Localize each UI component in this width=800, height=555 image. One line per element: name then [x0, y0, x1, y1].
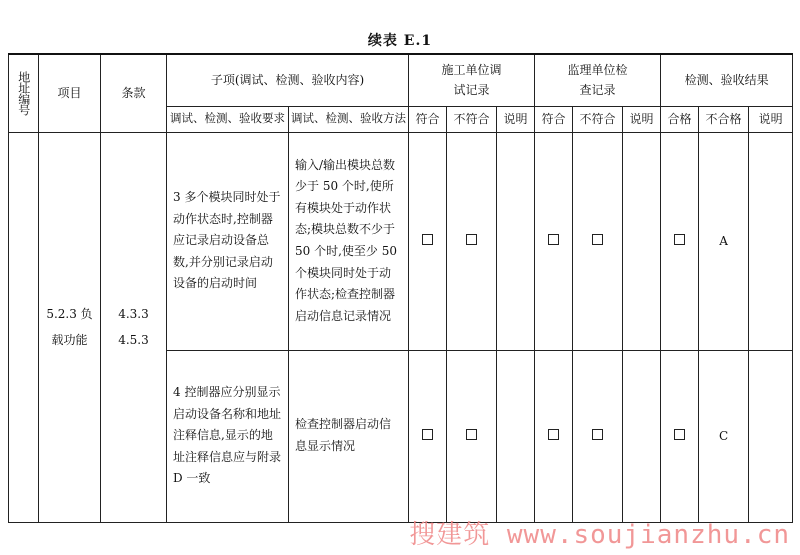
header-contractor: 施工单位调试记录: [409, 54, 535, 106]
header-contractor-note: 说明: [497, 106, 535, 132]
project-cell: 5.2.3 负载功能: [39, 132, 101, 522]
header-supervisor-nonconform: 不符合: [573, 106, 623, 132]
inspection-table: [8, 53, 793, 523]
checkbox-icon: [466, 234, 477, 245]
checkbox-icon: [592, 234, 603, 245]
r2-result-note: [749, 350, 793, 522]
requirement-cell-2: 4 控制器应分别显示启动设备名称和地址注释信息,显示的地址注释信息应与附录 D 一致: [167, 350, 289, 522]
header-result-note: 说明: [749, 106, 793, 132]
checkbox-icon: [548, 234, 559, 245]
checkbox-icon: [592, 429, 603, 440]
r1-supervisor-nonconform[interactable]: [573, 132, 623, 350]
header-contractor-nonconform: 不符合: [447, 106, 497, 132]
requirement-cell-1: 3 多个模块同时处于动作状态时,控制器应记录启动设备总数,并分别记录启动设备的启动时间: [167, 132, 289, 350]
r1-result-pass[interactable]: [661, 132, 699, 350]
r1-supervisor-note: [623, 132, 661, 350]
checkbox-icon: [548, 429, 559, 440]
r2-contractor-conform[interactable]: [409, 350, 447, 522]
header-method: 调试、检测、验收方法: [289, 106, 409, 132]
r1-supervisor-conform[interactable]: [535, 132, 573, 350]
r2-contractor-note: [497, 350, 535, 522]
r2-supervisor-conform[interactable]: [535, 350, 573, 522]
header-supervisor-note: 说明: [623, 106, 661, 132]
r1-contractor-nonconform[interactable]: [447, 132, 497, 350]
checkbox-icon: [674, 234, 685, 245]
header-result-pass: 合格: [661, 106, 699, 132]
r1-result-note: [749, 132, 793, 350]
header-supervisor-conform: 符合: [535, 106, 573, 132]
header-contractor-conform: 符合: [409, 106, 447, 132]
r2-supervisor-nonconform[interactable]: [573, 350, 623, 522]
header-supervisor: 监理单位检查记录: [535, 54, 661, 106]
watermark: 搜建筑 www.soujianzhu.cn: [409, 520, 790, 550]
r1-contractor-conform[interactable]: [409, 132, 447, 350]
header-address-code: 地址编号: [9, 54, 39, 132]
r1-contractor-note: [497, 132, 535, 350]
method-cell-2: 检查控制器启动信息显示情况: [289, 350, 409, 522]
header-clause: 条款: [101, 54, 167, 132]
header-sub-item: 子项(调试、检测、验收内容): [167, 54, 409, 106]
clause-cell: 4.3.3 4.5.3: [101, 132, 167, 522]
table-title: 续表 E.1: [367, 33, 433, 49]
address-code-cell: [9, 132, 39, 522]
header-result-fail: 不合格: [699, 106, 749, 132]
checkbox-icon: [422, 234, 433, 245]
header-requirement: 调试、检测、验收要求: [167, 106, 289, 132]
r2-contractor-nonconform[interactable]: [447, 350, 497, 522]
r2-result-pass[interactable]: [661, 350, 699, 522]
header-project: 项目: [39, 54, 101, 132]
checkbox-icon: [674, 429, 685, 440]
r2-result-fail: C: [699, 350, 749, 522]
r2-supervisor-note: [623, 350, 661, 522]
checkbox-icon: [466, 429, 477, 440]
checkbox-icon: [422, 429, 433, 440]
method-cell-1: 输入/输出模块总数少于 50 个时,使所有模块处于动作状态;模块总数不少于 50 个时,使至少 50 个模块同时处于动作状态;检查控制器启动信息记录情况: [289, 132, 409, 350]
r1-result-fail: A: [699, 132, 749, 350]
header-result: 检测、验收结果: [661, 54, 793, 106]
